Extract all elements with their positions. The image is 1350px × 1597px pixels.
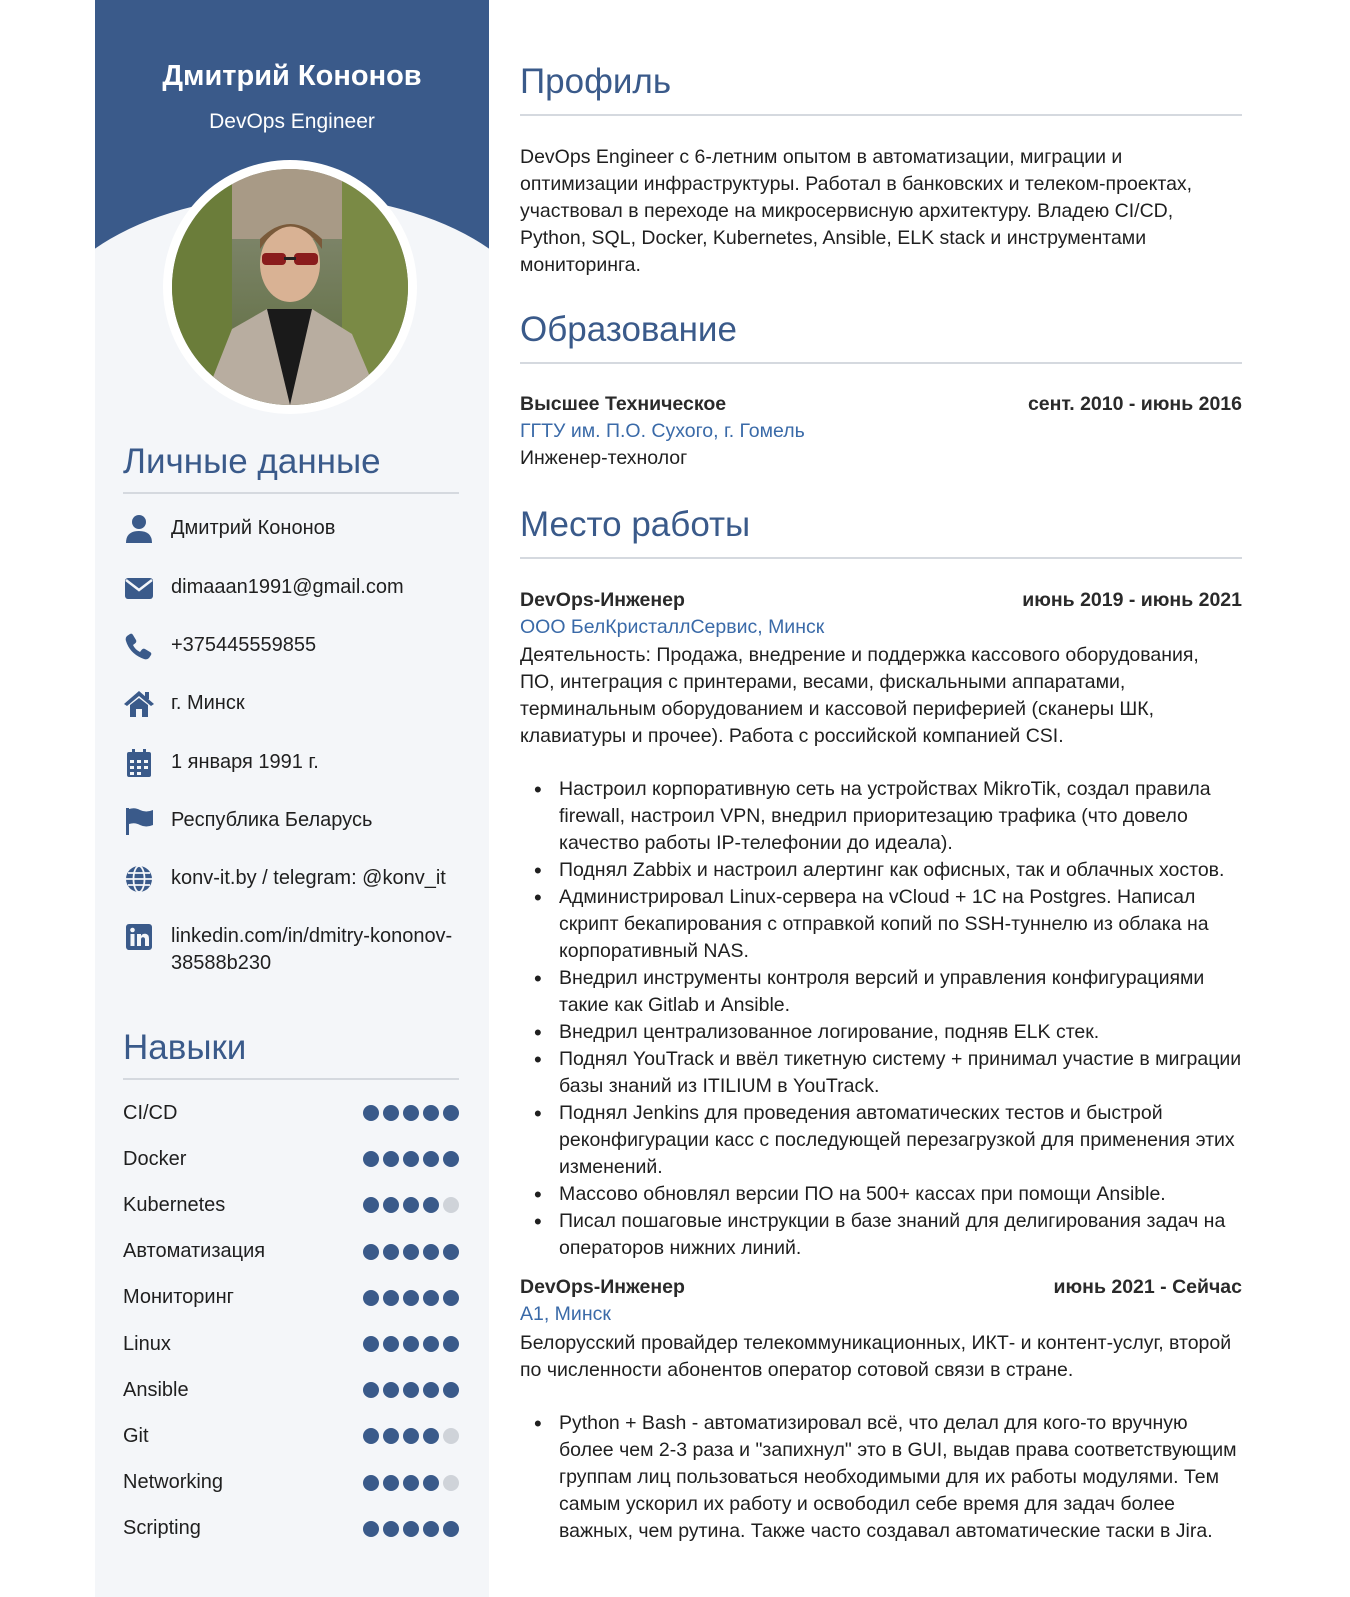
calendar-icon (123, 747, 155, 779)
personal-name-text: Дмитрий Кононов (171, 517, 336, 539)
skill-dot-filled (363, 1197, 379, 1213)
phone-text: +375445559855 (171, 634, 317, 656)
job-achievements (520, 776, 1242, 1262)
skill-name: Linux (123, 1332, 171, 1355)
job-description: Белорусский провайдер телекоммуникационных, ИКТ- и контент-услуг, второй по численности абонентов оператор сотовой связи в стране. (520, 1332, 1232, 1381)
skill-dot-filled (423, 1521, 439, 1537)
job-dates: июнь 2019 - июнь 2021 (1022, 589, 1242, 611)
skill-level (363, 1105, 459, 1121)
skill-dot-filled (363, 1521, 379, 1537)
skill-dot-filled (363, 1336, 379, 1352)
achievement-item: • Внедрил централизованное логирование, подняв ELK стек. (520, 1019, 1242, 1046)
skills-title: Навыки (123, 1028, 247, 1067)
personal-data-title: Личные данные (123, 442, 381, 481)
skill-dot-filled (423, 1105, 439, 1121)
skill-dot-empty (443, 1197, 459, 1213)
profile-photo (172, 169, 408, 405)
skill-row (123, 1329, 459, 1359)
person-icon (123, 513, 155, 545)
skill-dot-filled (423, 1290, 439, 1306)
skill-dot-filled (403, 1475, 419, 1491)
skill-level (363, 1521, 459, 1537)
education-speciality: Инженер-технолог (520, 447, 688, 469)
skill-level (363, 1290, 459, 1306)
profile-title: Профиль (520, 62, 672, 101)
skill-dot-filled (383, 1105, 399, 1121)
skill-row (123, 1375, 459, 1405)
birthdate-text: 1 января 1991 г. (171, 751, 319, 773)
skill-dot-filled (443, 1290, 459, 1306)
skill-row (123, 1098, 459, 1128)
achievement-item: • Внедрил инструменты контроля версий и управления конфигурациями такие как Gitlab и Ansible. (520, 965, 1242, 1019)
personal-email[interactable] (123, 574, 463, 604)
job-description: Деятельность: Продажа, внедрение и поддержка кассового оборудования, ПО, интеграция с принтерами, весами, фискальными аппаратами, терминальным оборудованием и кассовой периферией (сканеры ШК, клавиатуры и прочее). Работа с российской компанией CSI. (520, 644, 1199, 747)
skill-row (123, 1421, 459, 1451)
personal-country (123, 807, 463, 837)
phone-icon (123, 630, 155, 662)
achievement-item: • Поднял Zabbix и настроил алертинг как офисных, так и облачных хостов. (520, 857, 1242, 884)
personal-birthdate (123, 749, 463, 779)
skill-dot-filled (363, 1151, 379, 1167)
divider (123, 1078, 459, 1080)
education-degree: Высшее Техническое (520, 393, 727, 415)
job-dates: июнь 2021 - Сейчас (1053, 1276, 1242, 1298)
skill-name: Ansible (123, 1378, 189, 1401)
website-text: konv-it.by / telegram: @konv_it (171, 867, 446, 889)
skill-dot-filled (403, 1197, 419, 1213)
skill-dot-filled (383, 1197, 399, 1213)
skill-dot-filled (363, 1244, 379, 1260)
skill-dot-filled (443, 1382, 459, 1398)
candidate-name: Дмитрий Кононов (162, 60, 422, 92)
candidate-role: DevOps Engineer (209, 110, 375, 133)
skill-dot-filled (383, 1244, 399, 1260)
divider (520, 114, 1242, 116)
achievement-item: • Настроил корпоративную сеть на устройствах MikroTik, создал правила firewall, настроил VPN, внедрил приоритезацию трафика (что довело качество работы IP-телефонии до идеала). (520, 776, 1242, 857)
skill-dot-filled (363, 1290, 379, 1306)
skill-dot-filled (403, 1105, 419, 1121)
job-company: A1, Минск (520, 1303, 611, 1325)
skill-name: Git (123, 1424, 149, 1447)
skill-dot-filled (423, 1475, 439, 1491)
skill-name: CI/CD (123, 1101, 178, 1124)
home-icon (123, 688, 155, 720)
skill-dot-filled (423, 1428, 439, 1444)
skill-dot-filled (423, 1382, 439, 1398)
skill-name: Scripting (123, 1517, 201, 1540)
job-position: DevOps-Инженер (520, 589, 685, 611)
work-title: Место работы (520, 505, 751, 544)
skill-dot-empty (443, 1428, 459, 1444)
skill-name: Networking (123, 1471, 224, 1494)
achievement-item: • Python + Bash - автоматизировал всё, что делал для кого-то вручную более чем 2-3 раза и "запихнул" это в GUI, выдав права соответствующим группам лиц пользоваться необходимыми для их работы модулями. Тем самым ускорил их работу и освободил себе время для задач более важных, чем рутина. Также часто создавал автоматические таски в Jira. (520, 1410, 1242, 1545)
skill-level (363, 1428, 459, 1444)
achievement-item: • Поднял YouTrack и ввёл тикетную систему + принимал участие в миграции базы знаний из ITILIUM в YouTrack. (520, 1046, 1242, 1100)
divider (520, 362, 1242, 364)
skill-dot-filled (383, 1521, 399, 1537)
job-head (520, 1276, 1242, 1299)
personal-city (123, 690, 463, 720)
skill-dot-filled (423, 1336, 439, 1352)
email-text: dimaaan1991@gmail.com (171, 576, 404, 598)
personal-phone[interactable] (123, 632, 463, 662)
achievement-item: • Писал пошаговые инструкции в базе знаний для делигирования задач на операторов нижних линий. (520, 1208, 1242, 1262)
avatar (163, 160, 417, 414)
country-text: Республика Беларусь (171, 809, 373, 831)
skill-dot-filled (403, 1336, 419, 1352)
sidebar (95, 0, 489, 1597)
skill-level (363, 1336, 459, 1352)
skill-dot-filled (423, 1244, 439, 1260)
education-dates: сент. 2010 - июнь 2016 (1027, 393, 1242, 415)
job-position: DevOps-Инженер (520, 1276, 685, 1298)
skill-dot-filled (363, 1382, 379, 1398)
personal-linkedin[interactable] (123, 923, 463, 977)
job-achievements (520, 1410, 1242, 1545)
linkedin-text: linkedin.com/in/dmitry-kononov-38588b230 (171, 925, 453, 974)
achievement-item: • Администрировал Linux-сервера на vCloud + 1C на Postgres. Написал скрипт бекапирования с отправкой копий по SSH-туннелю из облака на корпоративный NAS. (520, 884, 1242, 965)
skill-dot-filled (383, 1382, 399, 1398)
skill-dot-filled (443, 1151, 459, 1167)
skill-dot-filled (403, 1428, 419, 1444)
job-head (520, 589, 1242, 612)
skill-level (363, 1244, 459, 1260)
skill-level (363, 1475, 459, 1491)
skill-dot-filled (363, 1475, 379, 1491)
skill-row (123, 1283, 459, 1313)
personal-website[interactable] (123, 865, 463, 895)
profile-text: DevOps Engineer с 6-летним опытом в автоматизации, миграции и оптимизации инфраструктуры. Работал в банковских и телеком-проектах, участвовал в переходе на микросервисную архитектуру. Владею CI/CD, Python, SQL, Docker, Kubernetes, Ansible, ELK stack и инструментами мониторинга. (520, 146, 1193, 276)
skill-row (123, 1190, 459, 1220)
skill-row (123, 1144, 459, 1174)
achievement-item: • Массово обновлял версии ПО на 500+ кассах при помощи Ansible. (520, 1181, 1242, 1208)
skill-dot-filled (403, 1244, 419, 1260)
skill-dot-filled (363, 1428, 379, 1444)
divider (520, 557, 1242, 559)
skill-name: Kubernetes (123, 1193, 226, 1216)
skill-name: Мониторинг (123, 1286, 234, 1309)
skill-dot-filled (403, 1151, 419, 1167)
skill-dot-filled (383, 1475, 399, 1491)
skill-dot-filled (383, 1290, 399, 1306)
globe-icon (123, 863, 155, 895)
skill-dot-filled (383, 1151, 399, 1167)
skill-dot-empty (443, 1475, 459, 1491)
skill-row (123, 1237, 459, 1267)
skill-row (123, 1468, 459, 1498)
flag-icon (123, 805, 155, 837)
education-school: ГГТУ им. П.О. Сухого, г. Гомель (520, 420, 805, 442)
skill-dot-filled (423, 1151, 439, 1167)
skill-dot-filled (443, 1521, 459, 1537)
skill-dot-filled (403, 1290, 419, 1306)
skill-dot-filled (423, 1197, 439, 1213)
city-text: г. Минск (171, 692, 245, 714)
achievement-item: • Поднял Jenkins для проведения автоматических тестов и быстрой реконфигурации касс с последующей перезагрузкой для применения этих изменений. (520, 1100, 1242, 1181)
skill-dot-filled (443, 1336, 459, 1352)
skill-level (363, 1382, 459, 1398)
skill-level (363, 1197, 459, 1213)
skill-dot-filled (383, 1428, 399, 1444)
skill-dot-filled (403, 1382, 419, 1398)
skill-dot-filled (443, 1244, 459, 1260)
skill-dot-filled (363, 1105, 379, 1121)
skill-dot-filled (443, 1105, 459, 1121)
skill-name: Docker (123, 1147, 187, 1170)
skill-name: Автоматизация (123, 1240, 266, 1263)
education-title: Образование (520, 310, 737, 349)
personal-name (123, 515, 463, 545)
skill-row (123, 1514, 459, 1544)
envelope-icon (123, 572, 155, 604)
job-company: ООО БелКристаллСервис, Минск (520, 616, 825, 638)
linkedin-icon (123, 921, 155, 953)
education-entry-head (520, 393, 1242, 416)
divider (123, 492, 459, 494)
skill-level (363, 1151, 459, 1167)
skill-dot-filled (403, 1521, 419, 1537)
skill-dot-filled (383, 1336, 399, 1352)
